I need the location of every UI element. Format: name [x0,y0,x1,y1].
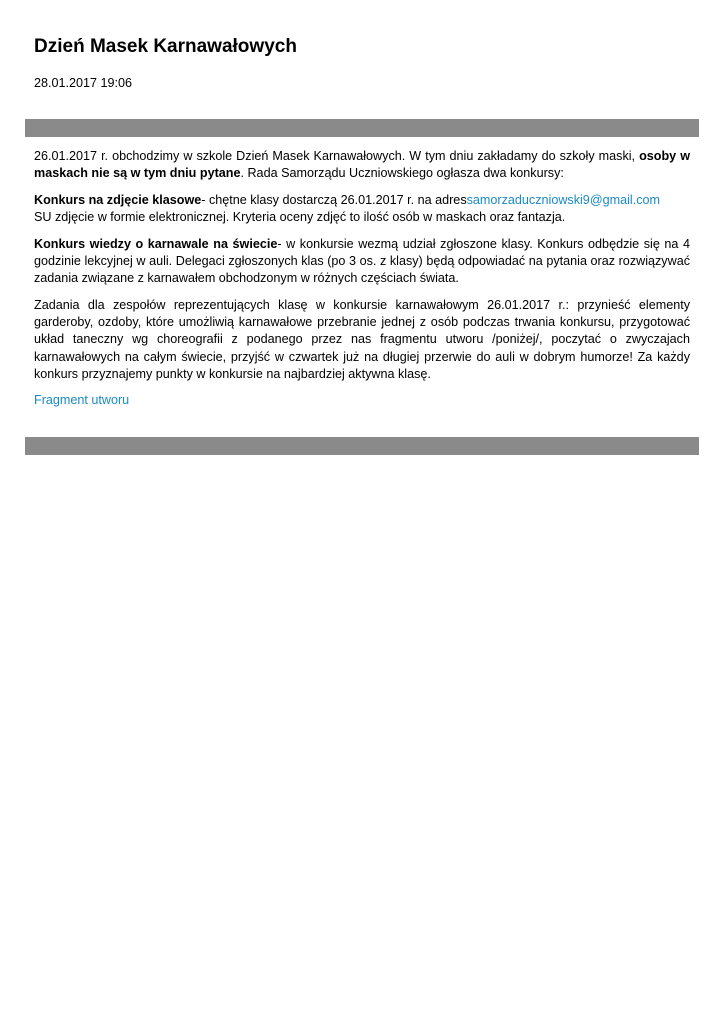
intro-text: 26.01.2017 r. obchodzimy w szkole Dzień Masek Karnawałowych. W tym dniu zakładamy do szkoły maski, [34,149,640,163]
intro-text-end: . Rada Samorządu Uczniowskiego ogłasza dwa konkursy: [240,166,564,181]
intro-bold-text: osoby w maskach nie są w tym dniu pytane [34,149,690,181]
photo-contest-text: - chętne klasy dostarczą 26.01.2017 r. na adres [201,192,467,207]
fragment-link[interactable]: Fragment utworu [34,393,130,408]
tasks-text: Zadania dla zespołów reprezentujących klasę w konkursie karnawałowym 26.01.2017 r.: przynieść elementy garderoby, ozdoby, które umożliwią karnawałowe przebranie jednej z osób podczas trwania konkursu, przygotować układ taneczny wg choreografii z podanego przez nas fragmentu utworu /poniżej/, poczytać o zwyczajach karnawałowych na całym świecie, przyjść w czwartek już na długiej przerwie do auli w dobrym humorze! Za każdy konkurs przyznajemy punkty w konkursie na najbardziej aktywna klasę. [34,297,690,381]
photo-contest-heading: Konkurs na zdjęcie klasowe [34,192,202,207]
photo-contest-paragraph [34,192,690,226]
article-body [34,148,690,410]
top-divider-bar [25,119,699,137]
knowledge-contest-text: - w konkursie wezmą udział zgłoszone klasy. Konkurs odbędzie się na 4 godzinie lekcyjnej w auli. Delegaci zgłoszonych klas (po 3 os. z klasy) będą odpowiadać na pytania oraz rozwiązywać zadania związane z karnawałem obchodzonym w różnych częściach świata. [34,236,690,286]
page-title: Dzień Masek Karnawałowych [34,36,297,57]
intro-paragraph [34,148,690,182]
knowledge-contest-heading: Konkurs wiedzy o karnawale na świecie [34,236,278,251]
bottom-divider-bar [25,437,699,455]
email-link[interactable]: samorzaduczniowski9@gmail.com [466,192,660,207]
knowledge-contest-paragraph [34,236,690,288]
photo-contest-text-end: SU zdjęcie w formie elektronicznej. Kryteria oceny zdjęć to ilość osób w maskach oraz fantazja. [34,210,566,225]
tasks-paragraph [34,297,690,383]
post-date: 28.01.2017 19:06 [34,76,133,90]
